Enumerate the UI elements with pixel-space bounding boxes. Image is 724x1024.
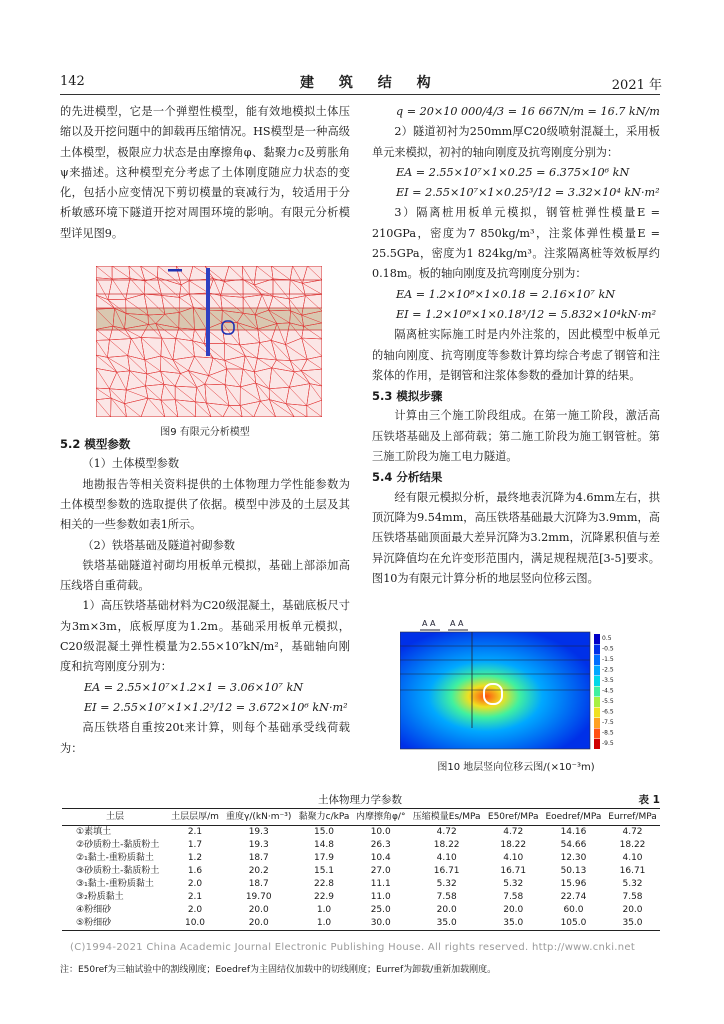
legend-swatch — [594, 655, 600, 665]
legend-swatch — [594, 676, 600, 686]
table-cell: 30.0 — [353, 917, 409, 931]
equation: EA = 1.2×10⁸×1×0.18 = 2.16×10⁷ kN — [396, 287, 616, 301]
table-cell: 10.4 — [370, 853, 391, 863]
figure-9-caption: 图9 有限元分析模型 — [160, 427, 250, 438]
table-cell: 105.0 — [542, 917, 605, 931]
table-cell: 35.0 — [605, 917, 660, 931]
table-cell: 35.0 — [485, 917, 542, 931]
table-cell: 20.0 — [622, 905, 643, 915]
subheading: （2）铁塔基础及隧道衬砌参数 — [82, 538, 235, 552]
paragraph: 高压铁塔自重按20t来计算，则每个基础承受线荷载为： — [60, 721, 350, 755]
legend-label: -1.5 — [602, 656, 614, 663]
table-cell: 16.71 — [500, 866, 527, 876]
fe-mesh-figure — [96, 266, 322, 417]
paragraph: 2）隧道初衬为250mm厚C20级喷射混凝土，采用板单元来模拟，初衬的轴向刚度及抗弯刚度分别为： — [372, 125, 660, 159]
equation: EI = 2.55×10⁷×1×0.25³/12 = 3.32×10⁴ kN·m² — [396, 186, 660, 200]
table-cell: 1.7 — [187, 840, 203, 850]
table-cell: 4.72 — [503, 827, 524, 837]
table-cell: ③₂粉质黏土 — [76, 892, 124, 902]
legend-label: -2.5 — [602, 666, 614, 674]
legend-swatch — [594, 718, 600, 728]
table-cell: 60.0 — [563, 905, 584, 915]
table-label: 表 1 — [638, 794, 660, 806]
table-cell: 7.58 — [503, 892, 524, 902]
table-cell: 20.2 — [248, 866, 269, 876]
column-header: 压缩模量Es/MPa — [409, 809, 485, 826]
table-cell: ②砂质粉土-黏质粉土 — [76, 840, 160, 850]
table-cell: ②₁黏土-重粉质黏土 — [76, 853, 154, 863]
table-cell: 16.71 — [619, 866, 646, 876]
legend-swatch — [594, 687, 600, 697]
table-cell: ④粉细砂 — [76, 905, 112, 915]
color-legend — [594, 634, 614, 749]
table-cell: 15.96 — [560, 879, 587, 889]
table-cell: 2.1 — [187, 892, 203, 902]
table-cell: 20.0 — [503, 905, 524, 915]
table-cell: 1.0 — [316, 905, 332, 915]
paragraph: 经有限元模拟分析，最终地表沉降为4.6mm左右，拱顶沉降为9.54mm，高压铁塔基础最大沉降为3.9mm，高压铁塔基础顶面最大差异沉降为3.2mm，沉降累积值与差异沉降值均在允许变形范围内，满足规程规范[3-5]要求。图10为有限元计算分析的地层竖向位移云图。 — [372, 490, 660, 585]
table-cell: 54.66 — [560, 840, 587, 850]
table-cell: 15.0 — [313, 827, 335, 837]
column-header: 土层 — [62, 809, 168, 826]
table-cell: 18.22 — [500, 840, 527, 850]
table-cell: 4.10 — [503, 853, 524, 863]
equation: EI = 2.55×10⁷×1×1.2³/12 = 3.672×10⁶ kN·m² — [84, 700, 348, 714]
table-row — [62, 852, 660, 865]
table-cell: 1.0 — [295, 917, 352, 931]
table-cell: 2.0 — [187, 879, 203, 889]
table-row — [62, 917, 660, 931]
table-cell: 14.16 — [560, 827, 587, 837]
section-heading-5-4: 5.4 分析结果 — [372, 470, 443, 485]
subheading: （1）土体模型参数 — [82, 457, 180, 471]
table-cell: 19.3 — [248, 827, 269, 837]
equation: q = 20×10 000/4/3 = 16 667N/m = 16.7 kN/m — [396, 105, 660, 118]
table-cell: 5.32 — [622, 879, 643, 889]
legend-label: -8.5 — [602, 729, 614, 737]
table-row — [62, 826, 660, 840]
watermark: (C)1994-2021 China Academic Journal Electronic Publishing House. All rights reserved. http://www.cnki.net — [70, 942, 636, 953]
legend-swatch — [594, 634, 600, 644]
legend-swatch — [594, 729, 600, 739]
table-cell: ①素填土 — [76, 827, 112, 837]
table-cell: 7.58 — [622, 892, 643, 902]
journal-title: 建 筑 结 构 — [300, 75, 441, 91]
journal-year: 2021 年 — [611, 78, 662, 93]
table-cell: 10.0 — [370, 827, 391, 837]
table-cell: 50.13 — [560, 866, 587, 876]
table-cell: 22.9 — [313, 892, 335, 902]
table-cell: 1.6 — [187, 866, 203, 876]
header-rule — [60, 94, 660, 95]
table-title: 土体物理力学参数 — [318, 794, 402, 806]
table-cell: ⑤粉细砂 — [62, 917, 168, 931]
legend-swatch — [594, 739, 600, 749]
legend-swatch — [594, 666, 600, 676]
equation: EI = 1.2×10⁸×1×0.18³/12 = 5.832×10⁴kN·m² — [396, 307, 657, 321]
tower-foundation — [168, 269, 182, 272]
section-heading-5-3: 5.3 模拟步骤 — [372, 389, 443, 404]
figure-10-caption: 图10 地层竖向位移云图/(×10⁻³m) — [437, 762, 595, 773]
column-header: 黏聚力c/kPa — [295, 809, 352, 826]
legend-label: -4.5 — [602, 687, 614, 695]
table-cell: 20.0 — [222, 917, 295, 931]
svg-text:A A: A A — [450, 619, 464, 628]
table-cell: 12.30 — [560, 853, 587, 863]
table-cell: 4.72 — [436, 827, 457, 837]
table-cell: 20.0 — [436, 905, 457, 915]
table-cell: 35.0 — [409, 917, 485, 931]
equation: EA = 2.55×10⁷×1.2×1 = 3.06×10⁷ kN — [84, 680, 304, 694]
contour-field — [400, 632, 590, 749]
table-row — [62, 865, 660, 878]
table-cell: 15.1 — [313, 866, 335, 876]
paragraph: 地勘报告等相关资料提供的土体物理力学性能参数为土体模型参数的选取提供了依据。模型中涉及的土层及其相关的一些参数如表1所示。 — [60, 477, 350, 532]
table-cell: 11.1 — [370, 879, 391, 889]
table-cell: 17.9 — [313, 853, 335, 863]
table-cell: 16.71 — [433, 866, 460, 876]
table-cell: 20.0 — [248, 905, 269, 915]
paragraph: 隔离桩实际施工时是内外注浆的，因此模型中板单元的轴向刚度、抗弯刚度等参数计算均综合考虑了钢管和注浆体的作用，是钢管和注浆体参数的叠加计算的结果。 — [372, 328, 660, 382]
legend-label: -7.5 — [602, 719, 614, 726]
table-cell: 2.1 — [187, 827, 203, 837]
table-cell: 1.2 — [187, 853, 203, 863]
table-cell: 18.7 — [248, 879, 269, 889]
table-cell: ③砂质粉土-黏质粉土 — [76, 866, 160, 876]
table-cell: 26.3 — [370, 840, 391, 850]
table-cell: 22.74 — [560, 892, 587, 902]
table-cell: 7.58 — [436, 892, 457, 902]
equation: EA = 2.55×10⁷×1×0.25 = 6.375×10⁶ kN — [396, 165, 630, 179]
table-cell: 27.0 — [370, 866, 391, 876]
legend-label: -5.5 — [602, 698, 614, 705]
displacement-contour-figure — [400, 618, 620, 753]
table-row — [62, 891, 660, 904]
page-number: 142 — [60, 74, 85, 89]
table-cell: 18.22 — [433, 840, 460, 850]
legend-swatch — [594, 708, 600, 718]
column-header: 土层层厚/m — [168, 809, 222, 826]
table-cell: 11.0 — [370, 892, 391, 902]
table-cell: 19.3 — [248, 840, 269, 850]
table-cell: 5.32 — [503, 879, 524, 889]
table-note: 注：E50ref为三轴试验中的割线刚度；Eoedref为主固结仪加载中的切线刚度；Eurref为卸载/重新加载刚度。 — [60, 965, 497, 975]
column-header: Eurref/MPa — [605, 809, 660, 826]
table-cell: 4.72 — [622, 827, 643, 837]
table-cell: 18.7 — [248, 853, 269, 863]
right-column — [372, 102, 660, 589]
paragraph: 的先进模型，它是一个弹塑性模型，能有效地模拟土体压缩以及开挖问题中的卸载再压缩情况。HS模型是一种高级土体模型，极限应力状态是由摩擦角φ、黏聚力c及剪胀角ψ来描述。这种模型充分考虑了土体刚度随应力状态的变化，包括小应变情况下剪切模量的衰减行为，较适用于分析敏感环境下隧道开挖对周围环境的影响。有限元分析模型详见图9。 — [60, 105, 350, 240]
paragraph: 1）高压铁塔基础材料为C20级混凝土，基础底板尺寸为3m×3m，底板厚度为1.2m。基础采用板单元模拟，C20级混凝土弹性模量为2.55×10⁷kN/m²，基础轴向刚度和抗弯刚度分别为： — [60, 599, 350, 674]
table-row — [62, 904, 660, 917]
paragraph: 3）隔离桩用板单元模拟，钢管桩弹性模量E = 210GPa，密度为7 850kg/m³，注浆体弹性模量E = 25.5GPa，密度为1 824kg/m³。注浆隔离桩等效板厚约0.18m。板的轴向刚度及抗弯刚度分别为： — [372, 206, 660, 281]
table-row — [62, 839, 660, 852]
table-cell: 25.0 — [370, 905, 391, 915]
table-cell: 10.0 — [168, 917, 222, 931]
table-header-row — [62, 809, 660, 826]
column-header: E50ref/MPa — [485, 809, 542, 826]
legend-swatch — [594, 645, 600, 655]
paragraph: 计算由三个施工阶段组成。在第一施工阶段，激活高压铁塔基础及上部荷载；第二施工阶段为施工钢管桩。第三施工阶段为施工电力隧道。 — [372, 409, 660, 464]
table-cell: 4.10 — [436, 853, 457, 863]
legend-swatch — [594, 697, 600, 707]
paragraph: 铁塔基础隧道衬砌均用板单元模拟，基础上部添加高压线塔自重荷载。 — [60, 558, 350, 593]
svg-text:A A: A A — [422, 619, 436, 628]
legend-label: -3.5 — [602, 677, 614, 684]
column-header: 重度γ/(kN·m⁻³) — [222, 809, 295, 826]
table-body — [62, 826, 660, 931]
legend-label: -9.5 — [602, 740, 614, 747]
table-cell: 18.22 — [619, 840, 646, 850]
legend-label: 0.5 — [602, 635, 612, 642]
column-header: Eoedref/MPa — [542, 809, 605, 826]
table-cell: 22.8 — [313, 879, 335, 889]
table-cell: ③₁黏土-重粉质黏土 — [76, 879, 154, 889]
section-heading-5-2: 5.2 模型参数 — [60, 437, 131, 452]
column-header: 内摩擦角φ/° — [353, 809, 409, 826]
legend-label: -0.5 — [602, 645, 614, 653]
soil-properties-table — [62, 808, 660, 931]
table-cell: 4.10 — [622, 853, 643, 863]
table-row — [62, 878, 660, 891]
legend-label: -6.5 — [602, 708, 614, 716]
isolation-pile — [206, 268, 210, 356]
table-cell: 2.0 — [187, 905, 203, 915]
table-cell: 5.32 — [436, 879, 457, 889]
table-cell: 14.8 — [313, 840, 335, 850]
table-cell: 19.70 — [245, 892, 272, 902]
